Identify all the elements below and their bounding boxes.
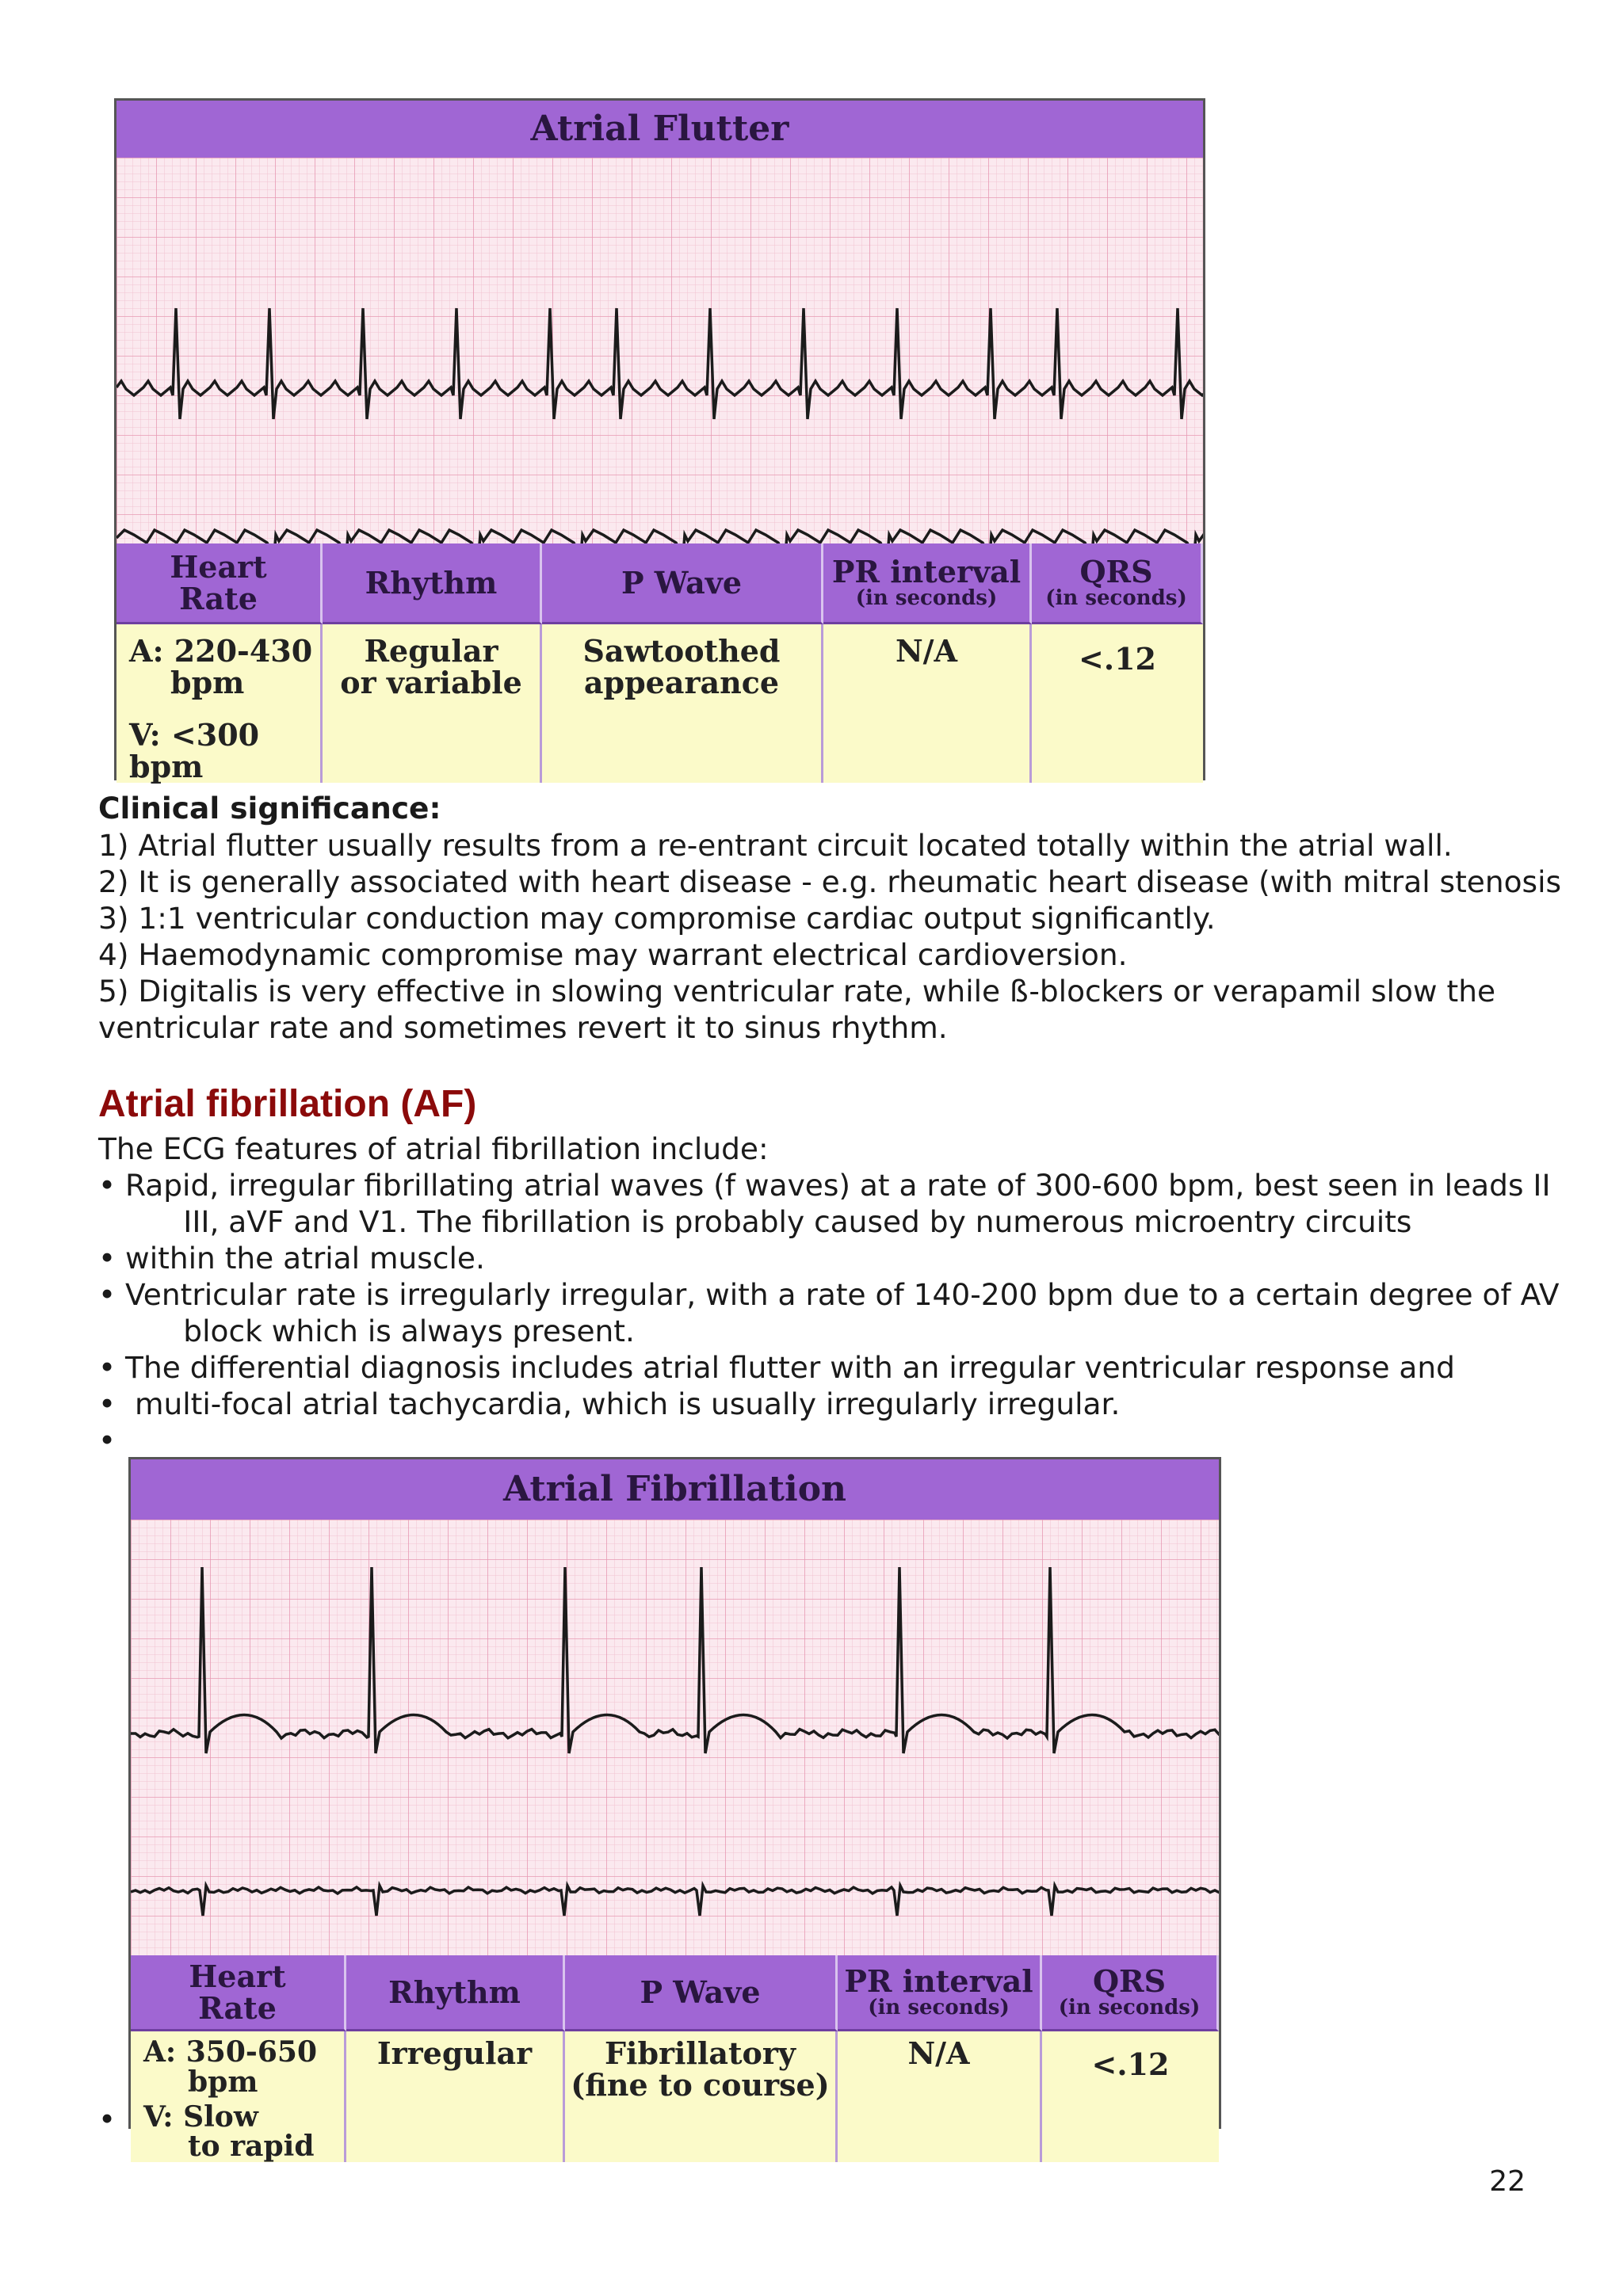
af-line: • multi-focal atrial tachycardia, which is usually irregularly irregular. <box>98 1386 1121 1421</box>
clinical-significance-heading: Clinical significance: <box>98 791 441 826</box>
af-line: III, aVF and V1. The fibrillation is probably caused by numerous microentry circuits <box>98 1204 1412 1239</box>
header-p-wave: P Wave <box>542 543 823 624</box>
figure-title: Atrial Fibrillation <box>131 1459 1219 1520</box>
cell-qrs: <.12 <box>1032 624 1203 783</box>
af-line: • Rapid, irregular fibrillating atrial waves (f waves) at a rate of 300-600 bpm, best seen in leads II <box>98 1168 1551 1203</box>
header-qrs: QRS (in seconds) <box>1042 1955 1219 2031</box>
af-line: • within the atrial muscle. <box>98 1241 485 1276</box>
clinical-line: ventricular rate and sometimes revert it to sinus rhythm. <box>98 1010 948 1045</box>
page-number: 22 <box>1489 2165 1526 2198</box>
header-heart-rate: Heart Rate <box>131 1955 346 2031</box>
af-line: block which is always present. <box>98 1314 635 1348</box>
clinical-line: 2) It is generally associated with heart disease - e.g. rheumatic heart disease (with mitral stenosis <box>98 864 1562 899</box>
cell-rhythm: Irregular <box>346 2031 565 2162</box>
cell-p-wave: Fibrillatory (fine to course) <box>565 2031 838 2162</box>
clinical-line: 1) Atrial flutter usually results from a re-entrant circuit located totally within the atrial wall. <box>98 828 1453 863</box>
af-line: • Ventricular rate is irregularly irregular, with a rate of 140-200 bpm due to a certain degree of AV <box>98 1277 1560 1312</box>
section-heading: Atrial fibrillation (AF) <box>98 1083 477 1125</box>
cell-pr-interval: N/A <box>838 2031 1042 2162</box>
header-p-wave: P Wave <box>565 1955 838 2031</box>
cell-heart-rate: A: 350-650 bpm V: Slow to rapid <box>131 2031 346 2162</box>
clinical-line: 5) Digitalis is very effective in slowing ventricular rate, while ß-blockers or verapamil slow the <box>98 974 1496 1009</box>
header-pr-interval: PR interval (in seconds) <box>838 1955 1042 2031</box>
af-line: • The differential diagnosis includes atrial flutter with an irregular ventricular response and <box>98 1350 1455 1385</box>
af-line: • <box>98 1423 116 1458</box>
trailing-bullet: • <box>98 2102 116 2137</box>
af-intro: The ECG features of atrial fibrillation include: <box>98 1131 769 1166</box>
header-rhythm: Rhythm <box>346 1955 565 2031</box>
ecg-parameters-table <box>116 543 1203 784</box>
atrial-flutter-figure <box>114 98 1205 784</box>
atrial-fibrillation-figure <box>128 1457 1221 2164</box>
figure-title: Atrial Flutter <box>116 101 1203 158</box>
cell-pr-interval: N/A <box>823 624 1032 783</box>
header-rhythm: Rhythm <box>323 543 542 624</box>
clinical-line: 4) Haemodynamic compromise may warrant electrical cardioversion. <box>98 937 1128 972</box>
clinical-line: 3) 1:1 ventricular conduction may compromise cardiac output significantly. <box>98 901 1216 936</box>
header-heart-rate: Heart Rate <box>116 543 323 624</box>
ecg-parameters-table <box>131 1955 1219 2164</box>
cell-rhythm: Regular or variable <box>323 624 542 783</box>
cell-p-wave: Sawtoothed appearance <box>542 624 823 783</box>
ecg-strip <box>131 1520 1219 1960</box>
header-pr-interval: PR interval (in seconds) <box>823 543 1032 624</box>
cell-heart-rate: A: 220-430 bpm V: <300 bpm <box>116 624 323 783</box>
header-qrs: QRS (in seconds) <box>1032 543 1203 624</box>
cell-qrs: <.12 <box>1042 2031 1219 2162</box>
